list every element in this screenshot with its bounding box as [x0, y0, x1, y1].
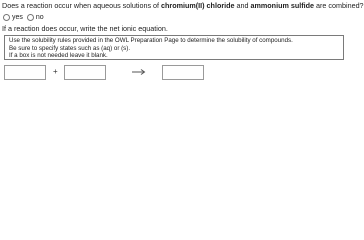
option-yes[interactable]	[3, 13, 23, 22]
reactant-2-input[interactable]	[64, 65, 106, 80]
reactant-1-input[interactable]	[4, 65, 46, 80]
question-panel	[0, 0, 364, 83]
answer-options	[3, 13, 48, 22]
option-no-label: no	[35, 14, 44, 21]
no-radio-button[interactable]	[27, 14, 34, 21]
question-part3: are combined?	[314, 1, 364, 10]
option-yes-label: yes	[12, 14, 23, 21]
right-arrow-icon	[132, 69, 146, 75]
question-part1: Does a reaction occur when aqueous solutions of	[2, 1, 162, 10]
equation-row	[4, 64, 344, 81]
reactant-2: ammonium sulfide	[250, 1, 315, 10]
question-text	[2, 1, 364, 10]
note-line-2: Be sure to specify states such as (aq) or (s).	[9, 44, 131, 52]
instruction-text: If a reaction does occur, write the net ionic equation.	[2, 24, 168, 33]
plus-sign: +	[53, 67, 58, 76]
note-line-3: If a box is not needed leave it blank.	[9, 52, 108, 60]
note-line-1: Use the solubility rules provided in the OWL Preparation Page to determine the solubility of compounds.	[9, 37, 293, 44]
reactant-1: chromium(II) chloride	[161, 1, 235, 10]
yes-radio-button[interactable]	[3, 14, 10, 21]
question-part2: and	[234, 1, 251, 10]
instructions-box	[4, 35, 344, 60]
product-input[interactable]	[162, 65, 204, 80]
option-no[interactable]	[27, 13, 44, 22]
